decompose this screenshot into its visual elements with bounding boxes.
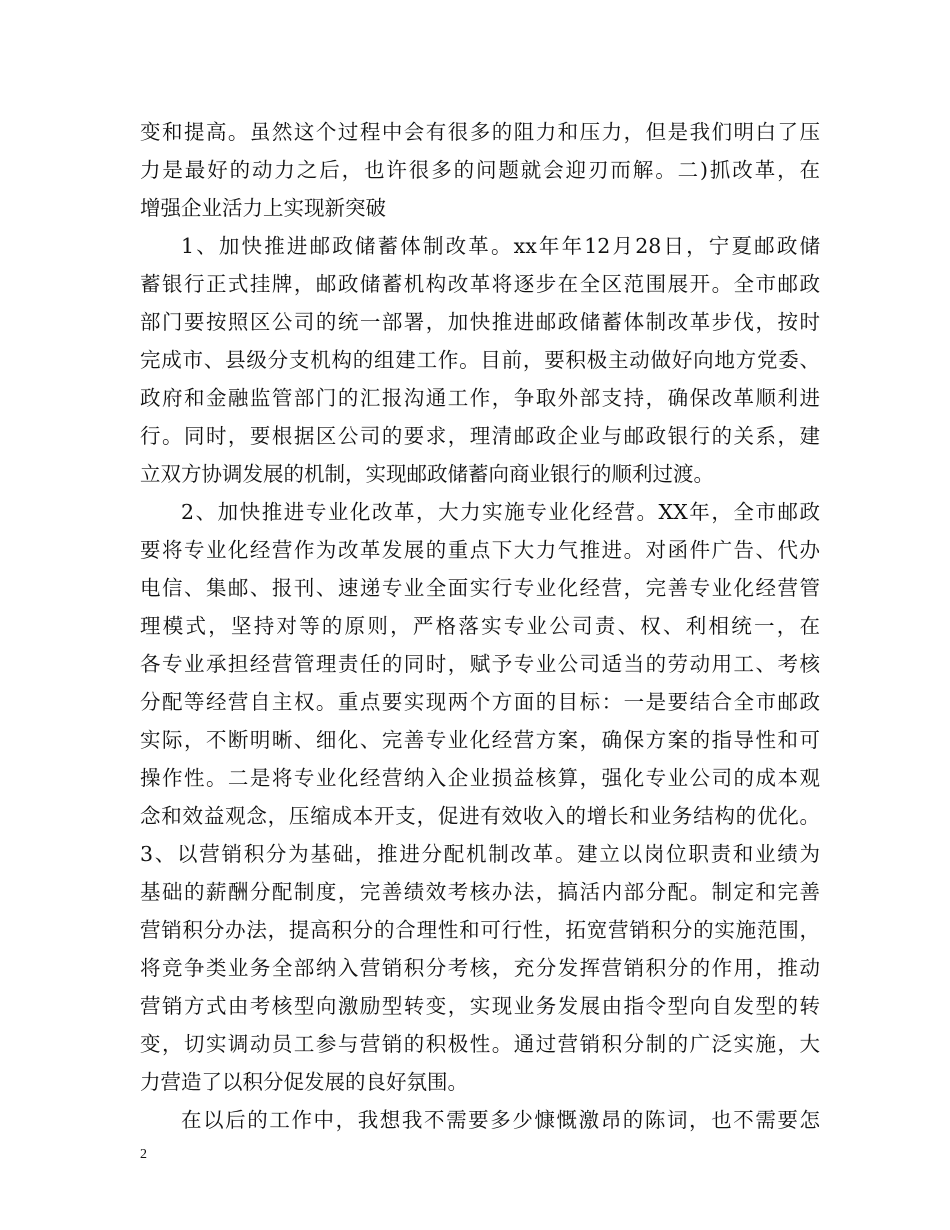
text-line: 营销方式由考核型向激励型转变，实现业务发展由指令型向自发型的转 bbox=[140, 994, 820, 1018]
text-line: 基础的薪酬分配制度，完善绩效考核办法，搞活内部分配。制定和完善 bbox=[140, 880, 820, 904]
text-line: 行。同时，要根据区公司的要求，理清邮政企业与邮政银行的关系，建 bbox=[140, 424, 820, 448]
text-line: 力营造了以积分促发展的良好氛围。 bbox=[140, 1070, 468, 1094]
text-line: 蓄银行正式挂牌，邮政储蓄机构改革将逐步在全区范围展开。全市邮政 bbox=[140, 272, 820, 296]
text-line: 理模式，坚持对等的原则，严格落实专业公司责、权、利相统一，在 bbox=[140, 614, 820, 638]
body-text bbox=[140, 113, 820, 1139]
text-line: 电信、集邮、报刊、速递专业全面实行专业化经营，完善专业化经营管 bbox=[140, 576, 820, 600]
text-line: 2、加快推进专业化改革，大力实施专业化经营。XX年，全市邮政 bbox=[181, 500, 820, 524]
text-line: 力是最好的动力之后，也许很多的问题就会迎刃而解。二)抓改革，在 bbox=[140, 158, 820, 182]
text-line: 将竞争类业务全部纳入营销积分考核，充分发挥营销积分的作用，推动 bbox=[140, 956, 820, 980]
text-line: 操作性。二是将专业化经营纳入企业损益核算，强化专业公司的成本观 bbox=[140, 766, 820, 790]
text-line: 增强企业活力上实现新突破 bbox=[140, 196, 386, 220]
text-line: 1、加快推进邮政储蓄体制改革。xx年年12月28日，宁夏邮政储 bbox=[181, 234, 820, 258]
text-line: 在以后的工作中，我想我不需要多少慷慨激昂的陈词，也不需要怎 bbox=[181, 1108, 820, 1132]
text-line: 实际，不断明晰、细化、完善专业化经营方案，确保方案的指导性和可 bbox=[140, 728, 820, 752]
text-line: 变，切实调动员工参与营销的积极性。通过营销积分制的广泛实施，大 bbox=[140, 1032, 820, 1056]
text-line: 要将专业化经营作为改革发展的重点下大力气推进。对函件广告、代办 bbox=[140, 538, 820, 562]
text-line: 分配等经营自主权。重点要实现两个方面的目标：一是要结合全市邮政 bbox=[140, 690, 820, 714]
text-line: 营销积分办法，提高积分的合理性和可行性，拓宽营销积分的实施范围， bbox=[140, 918, 820, 942]
text-line: 3、以营销积分为基础，推进分配机制改革。建立以岗位职责和业绩为 bbox=[140, 842, 820, 866]
text-line: 完成市、县级分支机构的组建工作。目前，要积极主动做好向地方党委、 bbox=[140, 348, 820, 372]
text-line: 部门要按照区公司的统一部署，加快推进邮政储蓄体制改革步伐，按时 bbox=[140, 310, 820, 334]
text-line: 政府和金融监管部门的汇报沟通工作，争取外部支持，确保改革顺利进 bbox=[140, 386, 820, 410]
text-line: 立双方协调发展的机制，实现邮政储蓄向商业银行的顺利过渡。 bbox=[140, 462, 714, 486]
text-line: 各专业承担经营管理责任的同时，赋予专业公司适当的劳动用工、考核 bbox=[140, 652, 820, 676]
text-line: 变和提高。虽然这个过程中会有很多的阻力和压力，但是我们明白了压 bbox=[140, 120, 820, 144]
page-number: 2 bbox=[140, 1147, 147, 1162]
text-line: 念和效益观念，压缩成本开支，促进有效收入的增长和业务结构的优化。 bbox=[140, 804, 820, 828]
